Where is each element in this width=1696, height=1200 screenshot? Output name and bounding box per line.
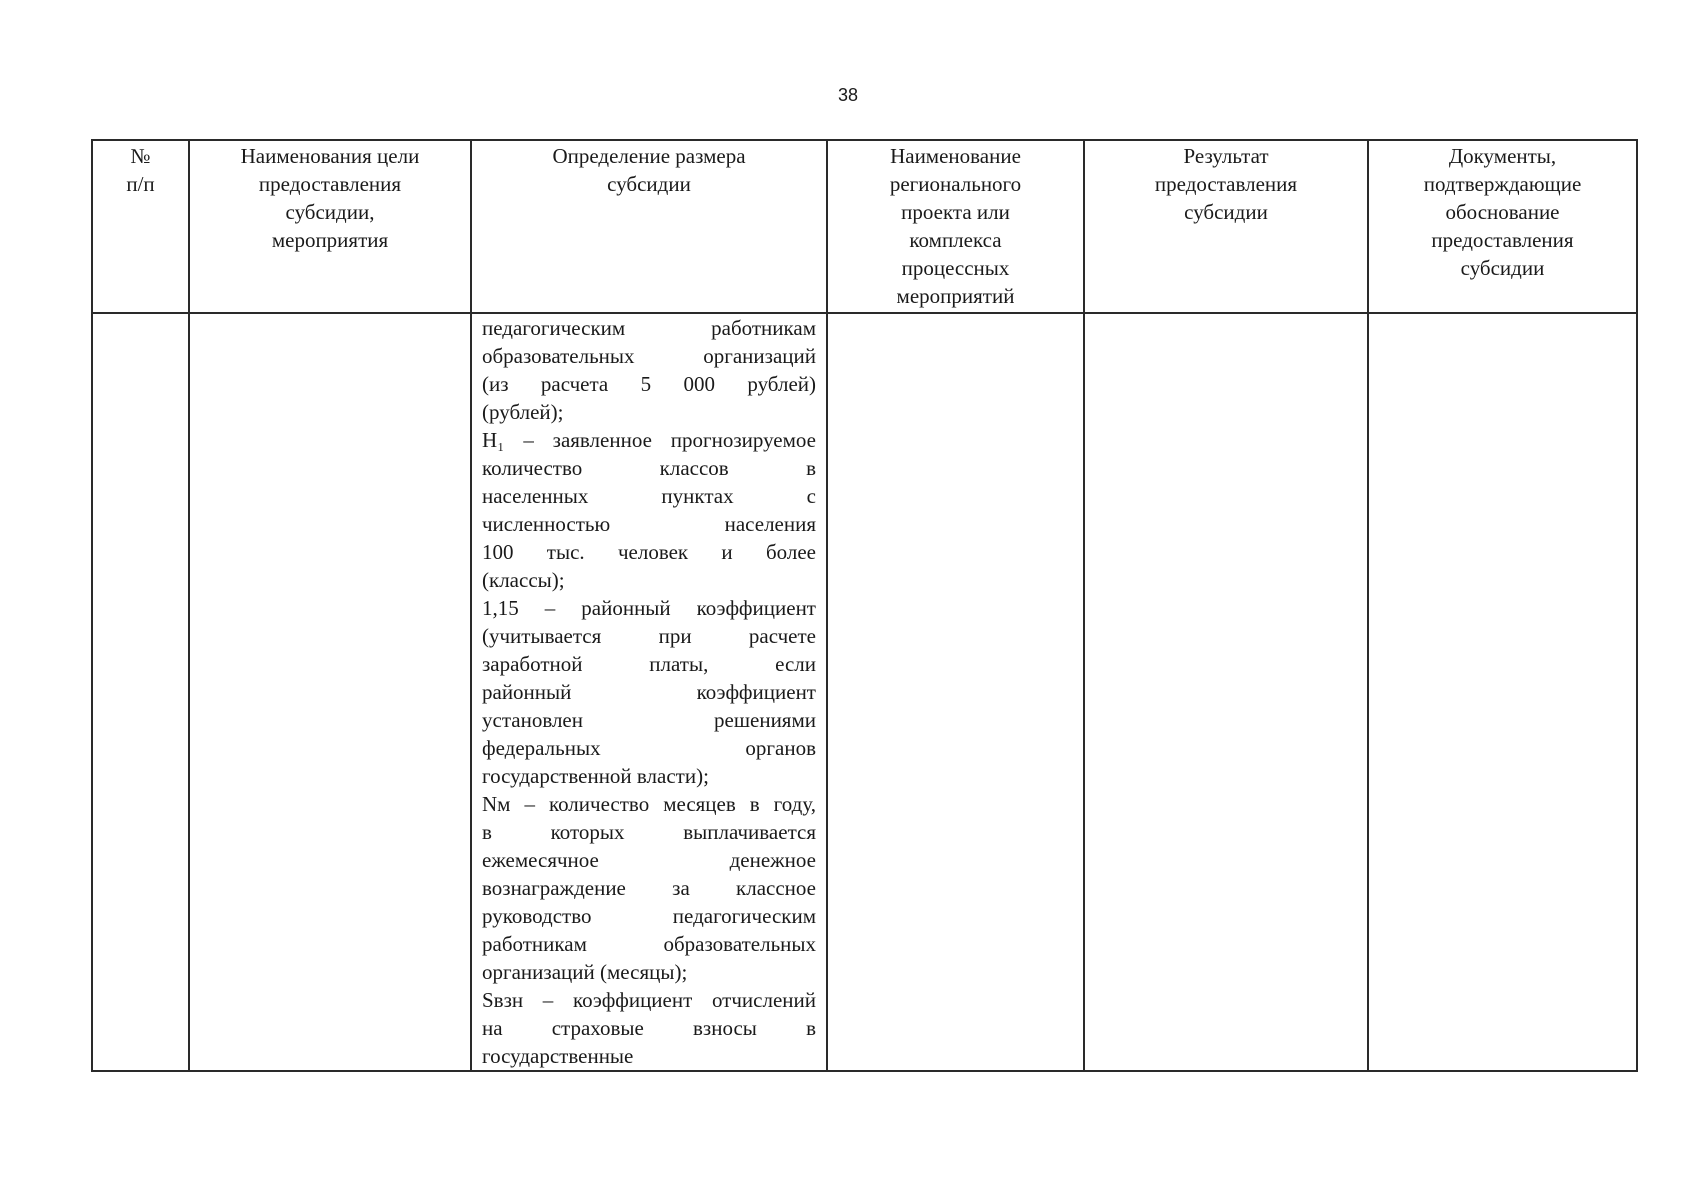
text-line: организаций (месяцы); xyxy=(482,960,688,984)
text-line: Nм – количество месяцев в году, xyxy=(482,792,816,816)
text-line: руководство педагогическим xyxy=(482,904,816,928)
text-line: работникам образовательных xyxy=(482,932,816,956)
text-line: (классы); xyxy=(482,568,565,592)
text-line: в которых выплачивается xyxy=(482,820,816,844)
text-line: 100 тыс. человек и более xyxy=(482,540,816,564)
header-documents: Документы, подтверждающие обоснование предоставления субсидии xyxy=(1368,140,1637,313)
text-line: педагогическим работникам xyxy=(482,316,816,340)
text-line: районный коэффициент xyxy=(482,680,816,704)
text-line: ежемесячное денежное xyxy=(482,848,816,872)
text-line: 1,15 – районный коэффициент xyxy=(482,596,816,620)
cell-project-name xyxy=(827,313,1084,1071)
text-line: населенных пунктах с xyxy=(482,484,816,508)
text-line: установлен решениями xyxy=(482,708,816,732)
text-line: на страховые взносы в xyxy=(482,1016,816,1040)
header-result: Результат предоставления субсидии xyxy=(1084,140,1368,313)
cell-documents xyxy=(1368,313,1637,1071)
text-line: государственной власти); xyxy=(482,764,709,788)
text-line: государственные xyxy=(482,1044,634,1068)
text-line: (из расчета 5 000 рублей) xyxy=(482,372,816,396)
header-goal-name: Наименования цели предоставления субсидии, мероприятия xyxy=(189,140,471,313)
text-line: количество классов в xyxy=(482,456,816,480)
header-project-name: Наименование регионального проекта или комплекса процессных мероприятий xyxy=(827,140,1084,313)
text-line: образовательных организаций xyxy=(482,344,816,368)
cell-subsidy-size xyxy=(471,313,827,1071)
cell-number xyxy=(92,313,189,1071)
text-line: Н₁ – заявленное прогнозируемое xyxy=(482,428,816,452)
header-number: № п/п xyxy=(92,140,189,313)
page-number: 38 xyxy=(837,85,859,105)
text-line: вознаграждение за классное xyxy=(482,876,816,900)
table-row xyxy=(92,313,1637,1071)
cell-result xyxy=(1084,313,1368,1071)
table-header-row xyxy=(92,140,1637,313)
text-line: (учитывается при расчете xyxy=(482,624,816,648)
header-subsidy-size: Определение размера субсидии xyxy=(471,140,827,313)
text-line: федеральных органов xyxy=(482,736,816,760)
text-line: численностью населения xyxy=(482,512,816,536)
cell-goal-name xyxy=(189,313,471,1071)
text-line: Sвзн – коэффициент отчислений xyxy=(482,988,816,1012)
text-line: (рублей); xyxy=(482,400,564,424)
text-line: заработной платы, если xyxy=(482,652,816,676)
subsidy-table xyxy=(91,139,1638,1072)
